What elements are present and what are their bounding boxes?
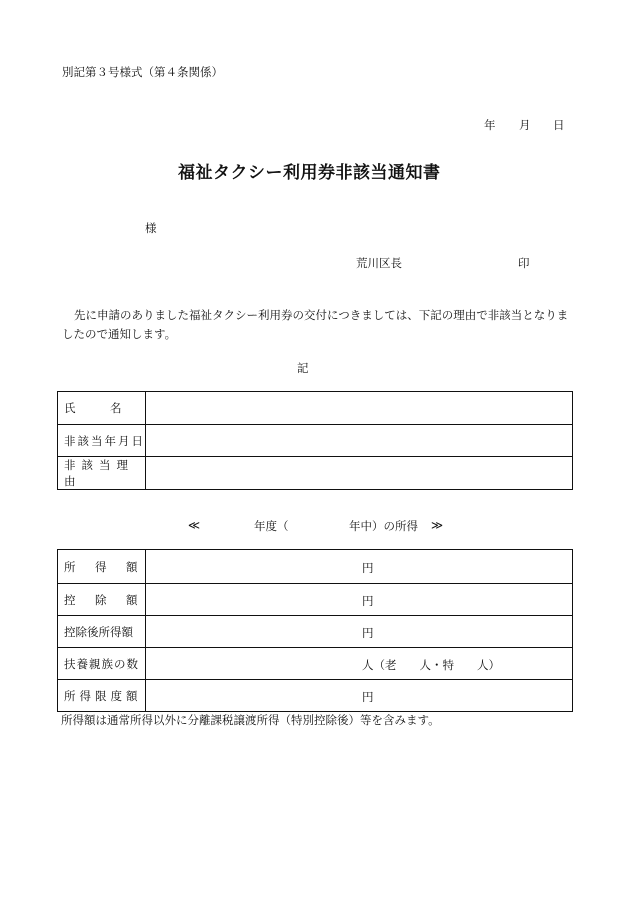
income-heading-nendo: 年度（ [254, 519, 289, 533]
document-title: 福祉タクシー利用券非該当通知書 [178, 163, 441, 183]
label-net-income: 控除後所得額 [58, 616, 146, 648]
income-heading-nenchu: 年中）の所得 [349, 519, 418, 533]
label-income-limit: 所得限度額 [58, 680, 146, 712]
income-heading-close: ≫ [431, 518, 444, 532]
label-ineligible-reason: 非該当理由 [58, 457, 146, 490]
date-month: 月 [519, 118, 531, 132]
ki-label: 記 [297, 361, 309, 375]
date-year: 年 [484, 118, 496, 132]
unit-yen: 円 [362, 625, 374, 640]
label-dependents: 扶養親族の数 [58, 648, 146, 680]
table-row [58, 680, 573, 712]
issuer-seal: 印 [518, 256, 530, 270]
value-deduction[interactable] [146, 584, 573, 616]
unit-yen: 円 [362, 593, 374, 608]
applicant-table [57, 391, 573, 490]
value-income[interactable] [146, 550, 573, 584]
table-row [58, 425, 573, 457]
table-row [58, 616, 573, 648]
footnote: 所得額は通常所得以外に分離課税譲渡所得（特別控除後）等を含みます。 [61, 713, 440, 727]
income-table [57, 549, 573, 712]
table-row [58, 392, 573, 425]
value-ineligible-reason[interactable] [146, 457, 573, 490]
notice-body: 先に申請のありました福祉タクシー利用券の交付につきましては、下記の理由で非該当となりましたので通知します。 [62, 308, 569, 341]
label-ineligible-date: 非該当年月日 [58, 425, 146, 457]
form-number: 別記第３号様式（第４条関係） [62, 65, 223, 79]
unit-yen: 円 [362, 689, 374, 704]
value-net-income[interactable] [146, 616, 573, 648]
unit-persons: 人（老 人・特 人） [362, 657, 500, 672]
value-income-limit[interactable] [146, 680, 573, 712]
label-income: 所 得 額 [58, 550, 146, 584]
table-row [58, 550, 573, 584]
label-deduction: 控 除 額 [58, 584, 146, 616]
value-name[interactable] [146, 392, 573, 425]
table-row [58, 457, 573, 490]
issuer-name: 荒川区長 [356, 256, 402, 270]
value-ineligible-date[interactable] [146, 425, 573, 457]
addressee-suffix: 様 [145, 221, 157, 235]
income-heading-open: ≪ [188, 518, 201, 532]
value-dependents[interactable] [146, 648, 573, 680]
label-name: 氏 名 [58, 392, 146, 425]
table-row [58, 584, 573, 616]
date-day: 日 [553, 118, 565, 132]
table-row [58, 648, 573, 680]
unit-yen: 円 [362, 560, 374, 575]
